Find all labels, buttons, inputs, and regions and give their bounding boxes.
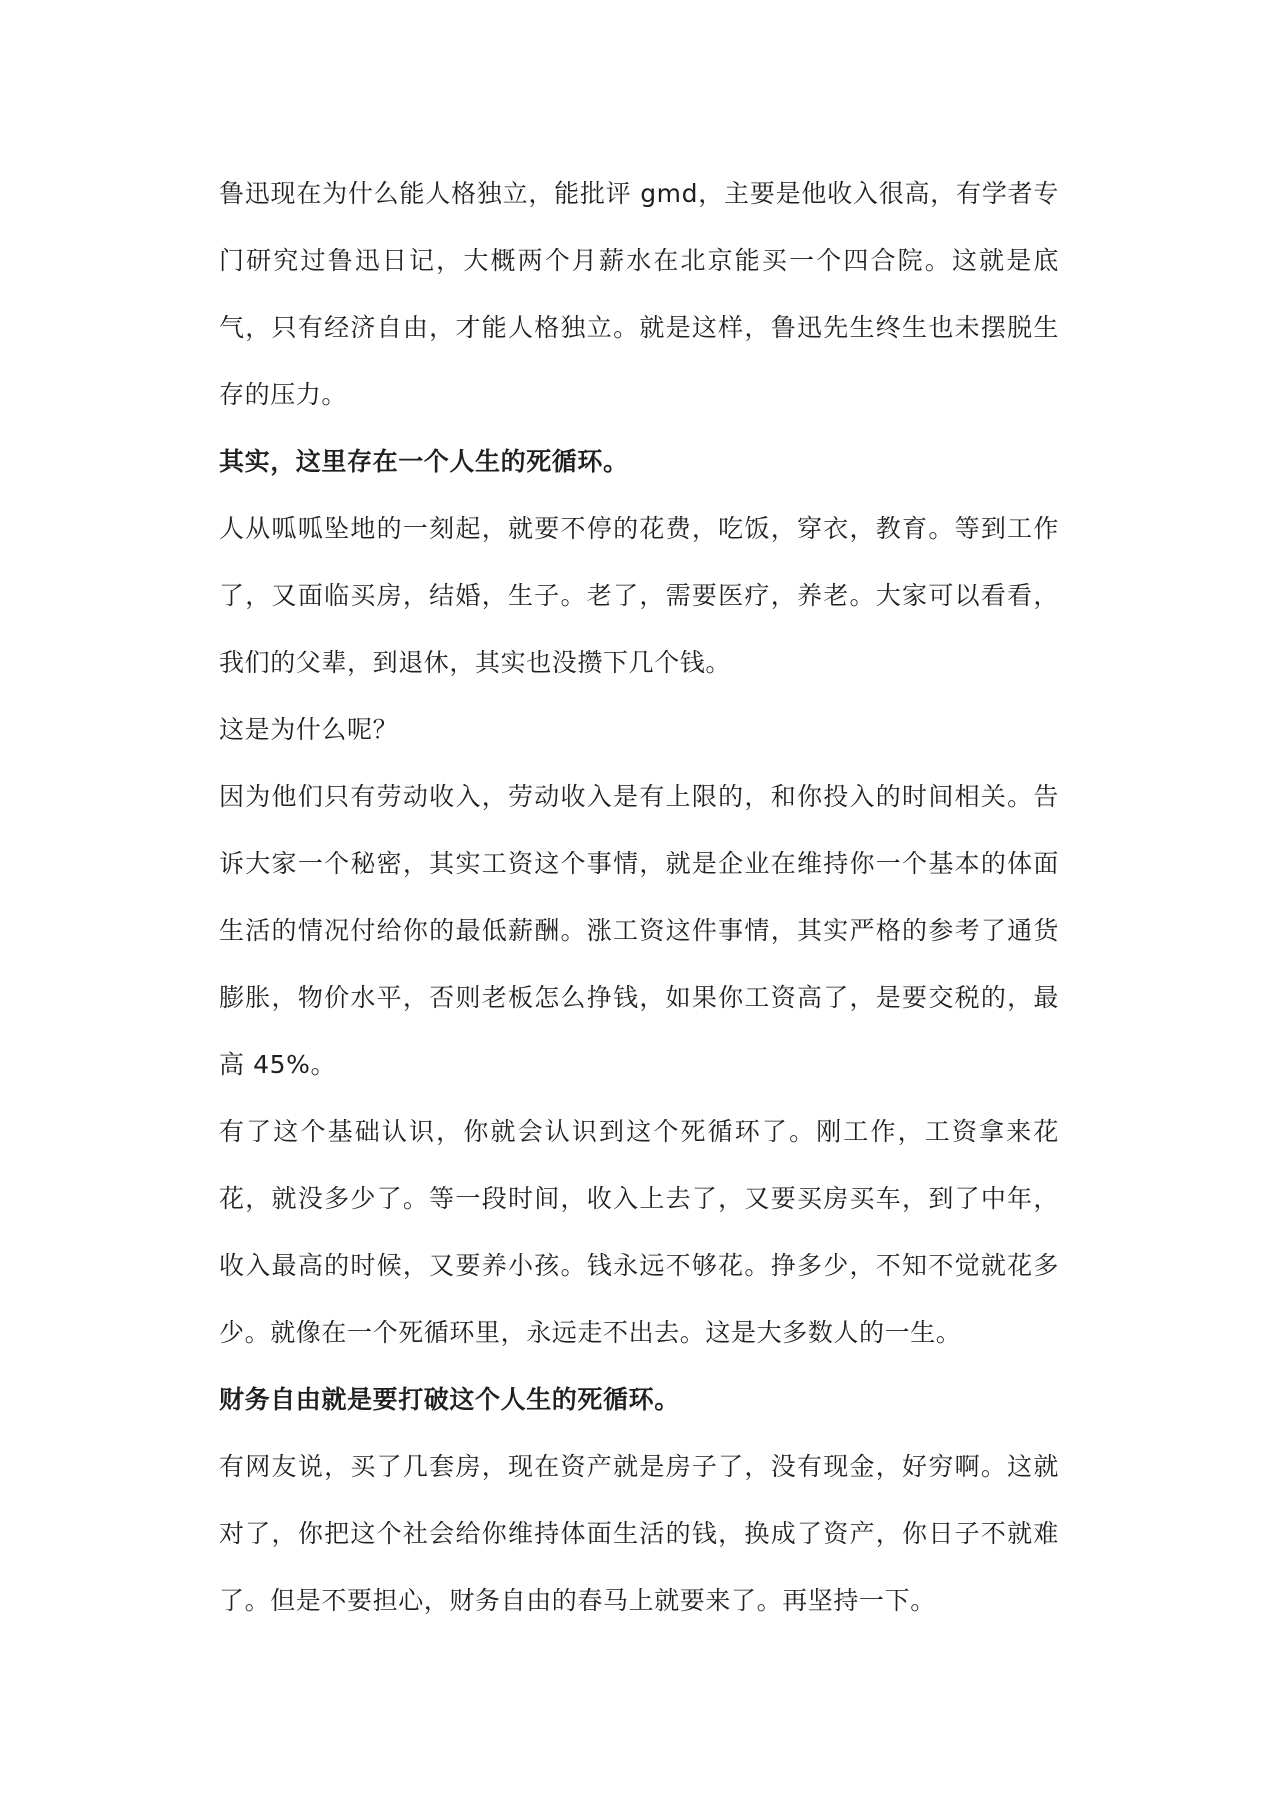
- article-body: [219, 160, 1059, 1634]
- paragraph-life-spending: 人从呱呱坠地的一刻起，就要不停的花费，吃饭，穿衣，教育。等到工作了，又面临买房，结婚，生子。老了，需要医疗，养老。大家可以看看，我们的父辈，到退休，其实也没攒下几个钱。: [219, 514, 1059, 677]
- paragraph-assets: 有网友说，买了几套房，现在资产就是房子了，没有现金，好穷啊。这就对了，你把这个社会给你维持体面生活的钱，换成了资产，你日子不就难了。但是不要担心，财务自由的春马上就要来了。再坚持一下。: [219, 1452, 1059, 1615]
- paragraph-lu-xun-income: 鲁迅现在为什么能人格独立，能批评 gmd，主要是他收入很高，有学者专门研究过鲁迅日记，大概两个月薪水在北京能买一个四合院。这就是底气，只有经济自由，才能人格独立。就是这样，鲁迅先生终生也未摆脱生存的压力。: [219, 179, 1059, 409]
- paragraph-dead-loop: 有了这个基础认识，你就会认识到这个死循环了。刚工作，工资拿来花花，就没多少了。等一段时间，收入上去了，又要买房买车，到了中年，收入最高的时候，又要养小孩。钱永远不够花。挣多少，不知不觉就花多少。就像在一个死循环里，永远走不出去。这是大多数人的一生。: [219, 1117, 1059, 1347]
- paragraph-question: 这是为什么呢？: [219, 715, 399, 744]
- heading-financial-freedom: 财务自由就是要打破这个人生的死循环。: [219, 1385, 680, 1414]
- paragraph-labor-income: 因为他们只有劳动收入，劳动收入是有上限的，和你投入的时间相关。告诉大家一个秘密，其实工资这个事情，就是企业在维持你一个基本的体面生活的情况付给你的最低薪酬。涨工资这件事情，其实严格的参考了通货膨胀，物价水平，否则老板怎么挣钱，如果你工资高了，是要交税的，最高 45%。: [219, 782, 1059, 1079]
- heading-life-loop: 其实，这里存在一个人生的死循环。: [219, 447, 629, 476]
